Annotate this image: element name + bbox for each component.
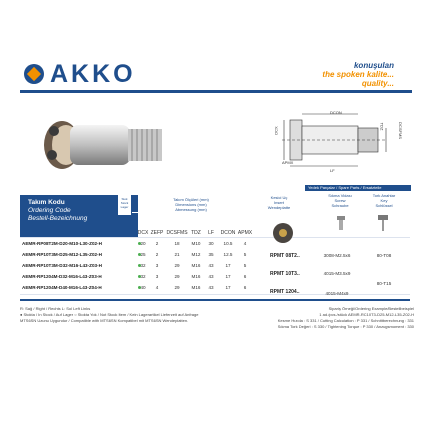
cell-apmx: 6 [243, 285, 247, 290]
cell-dcsfms: 29 [174, 263, 180, 268]
cell-dcsfms: 21 [174, 252, 180, 257]
cell-lf: 30 [208, 241, 214, 246]
title-tr: Takım Kodu [28, 199, 65, 206]
footer-note-3: Kesme Hızıda : S 331 / Cutting Calculation : P 331 / Schnittberechnung : 331 [277, 318, 414, 323]
screw-2: 4015-M3.5x9 [323, 271, 351, 276]
cell-lf: 43 [208, 263, 214, 268]
cell-apmx: 5 [243, 263, 247, 268]
title-de: Bestell-Bezeichnung [28, 215, 88, 222]
table-row [20, 239, 256, 248]
screw-image [334, 215, 348, 231]
cell-dcon: 17 [225, 263, 231, 268]
col-dcsfms: DCSFMS [166, 230, 188, 236]
key-2: 80-T15 [376, 281, 392, 286]
row-code: AEMR-RP1204M-D32-M16-L43-Z03-H [22, 274, 102, 279]
cell-tdz: M16 [191, 274, 201, 279]
insert-image [272, 222, 294, 244]
table-bottom-rule [20, 299, 410, 301]
insert-code-1: RPMT 08T2.. [270, 253, 300, 259]
table-row [20, 261, 256, 270]
lf-label: LF [330, 168, 335, 173]
table-row [20, 272, 256, 281]
cell-dcon: 17 [225, 274, 231, 279]
cell-dcx: 40 [140, 285, 146, 290]
row-code: AEMR-RP10T3M-D32-M16-L43-Z03-H [22, 263, 102, 268]
col-dcx: DCX [137, 230, 149, 236]
cell-dcon: 17 [225, 285, 231, 290]
screw-3: 4015-M4x9 [325, 291, 349, 296]
cell-zefp: 4 [155, 285, 159, 290]
key-1: 80-T08 [376, 253, 392, 258]
akko-logo-icon [24, 64, 44, 84]
cell-dcx: 20 [140, 241, 146, 246]
cell-tdz: M12 [191, 252, 201, 257]
header-rule [20, 90, 412, 93]
cell-tdz: M10 [191, 241, 201, 246]
slogan-line3: quality... [361, 79, 394, 88]
col-tdz: TDZ [191, 230, 201, 236]
footer-legend-3: MTS6SN Uzunu Uygundur / Compatible with MTS6SN Kompatibel mit MTS6SN Wendeplatten. [20, 318, 189, 323]
key-header: Tork Anahtar Key Schlüssel [372, 193, 396, 208]
col-dcon: DCON [220, 230, 236, 236]
cell-lf: 43 [208, 274, 214, 279]
cell-apmx: 6 [243, 274, 247, 279]
table-row [20, 283, 256, 292]
title-en: Ordering Code [28, 207, 71, 214]
footer-note-4: Sıkma Tork Değeri : S 330 / Tightening Torque : P 330 / Anzugsmoment : 330 [277, 324, 414, 329]
cell-dcsfms: 18 [174, 241, 180, 246]
stock-header: Stok Stock Lager [118, 195, 131, 215]
cell-dcsfms: 29 [174, 274, 180, 279]
cell-apmx: 5 [243, 252, 247, 257]
row-code: AEMR-RP10T3M-D25-M12-L35-Z02-H [22, 252, 102, 257]
cell-zefp: 2 [155, 241, 159, 246]
screw-header: Sıkma Vidası Screw Schraube [328, 193, 352, 208]
row-code: AEMR-RP1204M-D40-M16-L43-Z04-H [22, 285, 102, 290]
key-image [376, 214, 390, 232]
spare-parts-header: Yedek Parçalar / Spare Parts / Ersatzteile [305, 185, 411, 191]
table-divider [20, 237, 410, 238]
cell-dcx: 25 [140, 252, 146, 257]
cell-zefp: 3 [155, 274, 159, 279]
row-code: AEMR-RP08T2M-D20-M10-L30-Z02-H [22, 241, 102, 246]
cell-dcon: 12.5 [223, 252, 233, 257]
tdz-label: TDZ [379, 122, 385, 131]
technical-drawing [262, 106, 402, 176]
cell-lf: 35 [208, 252, 214, 257]
dimensions-header: Takım Ölçüleri (mm) Dimensions (mm) Abmessung (mm) [132, 195, 250, 213]
footer-note-2: 1 ad./pcs./stück AEMR-RC10T3-D25-M12-L35-Z02-H [319, 312, 414, 317]
col-apmx: APMX [237, 230, 253, 236]
col-zefp: ZEFP [150, 230, 164, 236]
milling-cutter-image [40, 103, 170, 183]
brand-name: AKKO [50, 60, 136, 88]
insert-header: Kesici Uç Insert Wendeplatte [267, 195, 291, 210]
insert-code-2: RPMT 10T3.. [270, 271, 300, 277]
cell-dcsfms: 29 [174, 285, 180, 290]
cell-dcx: 32 [140, 263, 146, 268]
col-lf: LF [208, 230, 214, 236]
dcsfms-label: DCSFMS [397, 122, 403, 139]
slogan-line1: konuşulan [353, 61, 394, 70]
dcx-label: DCX [273, 126, 279, 135]
cell-dcon: 10.5 [223, 241, 233, 246]
insert-code-3: RPMT 1204.. [270, 289, 300, 295]
slogan-line2: the spoken kalite... [322, 70, 394, 79]
cell-apmx: 4 [243, 241, 247, 246]
screw-1: 3008-M2.5x6 [323, 253, 351, 258]
cell-dcx: 32 [140, 274, 146, 279]
cell-lf: 43 [208, 285, 214, 290]
table-row [20, 250, 256, 259]
footer-note-1: Sipariş Örneği/Ordering Example/Bestellbeispiel [328, 306, 414, 311]
cell-tdz: M16 [191, 263, 201, 268]
dcon-label: DCON [330, 110, 342, 115]
cell-zefp: 2 [155, 252, 159, 257]
cell-tdz: M16 [191, 285, 201, 290]
cell-zefp: 3 [155, 263, 159, 268]
footer-legend-2: ● Stokta / In Stock / Auf Lager ○ Stokta Yok / Not Stock Item / Kein Lagerartikel Lieferzeit auf Anfrage [20, 312, 199, 317]
apmx-label: APMX [282, 160, 294, 165]
footer-legend-1: R: Sağ / Right / Rechts L: Sol Left Links [20, 306, 91, 311]
